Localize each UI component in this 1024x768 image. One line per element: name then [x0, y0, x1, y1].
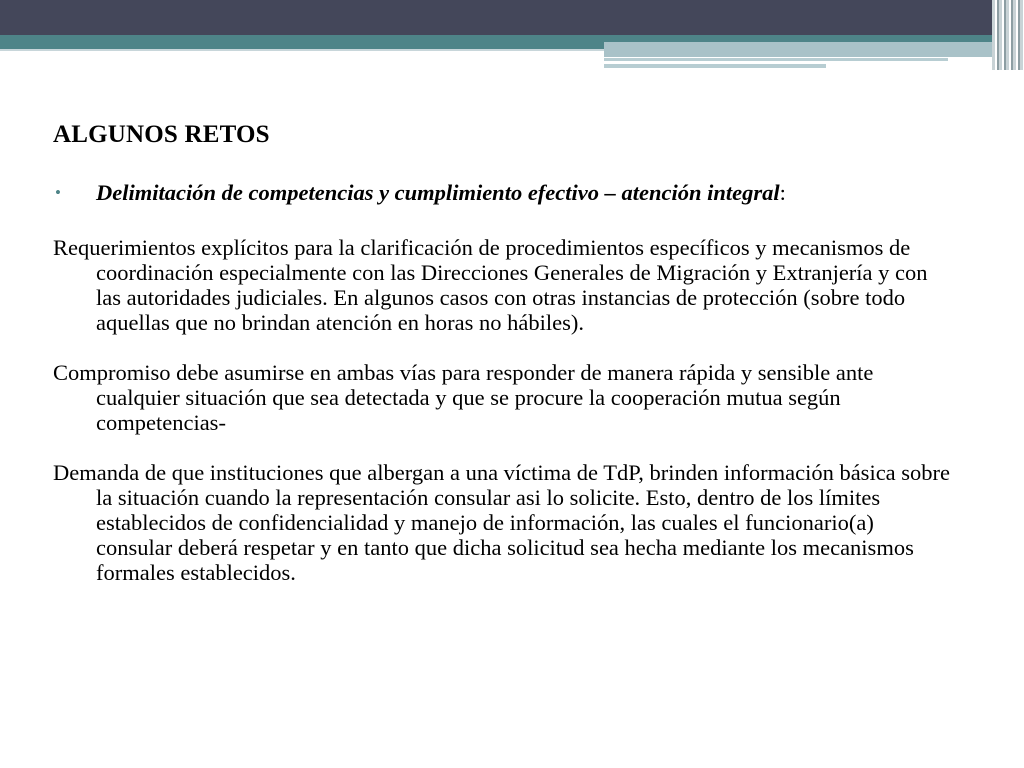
banner-light-band-right [604, 42, 1024, 57]
paragraph-requerimientos: Requerimientos explícitos para la clarificación de procedimientos específicos y mecanismos de coordinación especialmente con las Direcciones Generales de Migración y Extranjería y con las autoridades judiciales. En algunos casos con otras instancias de protección (sobre todo aquellas que no brindan atención en horas no hábiles). [53, 235, 928, 335]
banner-stripes [992, 0, 1024, 70]
banner-accent-line-2 [604, 64, 826, 68]
slide-title: ALGUNOS RETOS [53, 121, 270, 148]
bullet-item [53, 180, 953, 205]
banner-dark-band [0, 0, 1024, 35]
bullet-emphasis-text: Delimitación de competencias y cumplimiento efectivo – atención integral [96, 180, 780, 205]
banner-light-band-left [0, 49, 604, 51]
bullet-dot-icon: • [55, 183, 61, 202]
header-banner [0, 0, 1024, 75]
banner-accent-line-1 [604, 58, 948, 61]
paragraph-compromiso: Compromiso debe asumirse en ambas vías para responder de manera rápida y sensible ante cualquier situación que sea detectada y que se procure la cooperación mutua según competencias- [53, 360, 874, 435]
paragraph-demanda: Demanda de que instituciones que albergan a una víctima de TdP, brinden información básica sobre la situación cuando la representación consular asi lo solicite. Esto, dentro de los límites establecidos de confidencialidad y manejo de información, las cuales el funcionario(a) consular deberá respetar y en tanto que dicha solicitud sea hecha mediante los mecanismos formales establecidos. [53, 460, 951, 585]
bullet-suffix: : [779, 180, 786, 205]
slide-content [53, 120, 953, 610]
